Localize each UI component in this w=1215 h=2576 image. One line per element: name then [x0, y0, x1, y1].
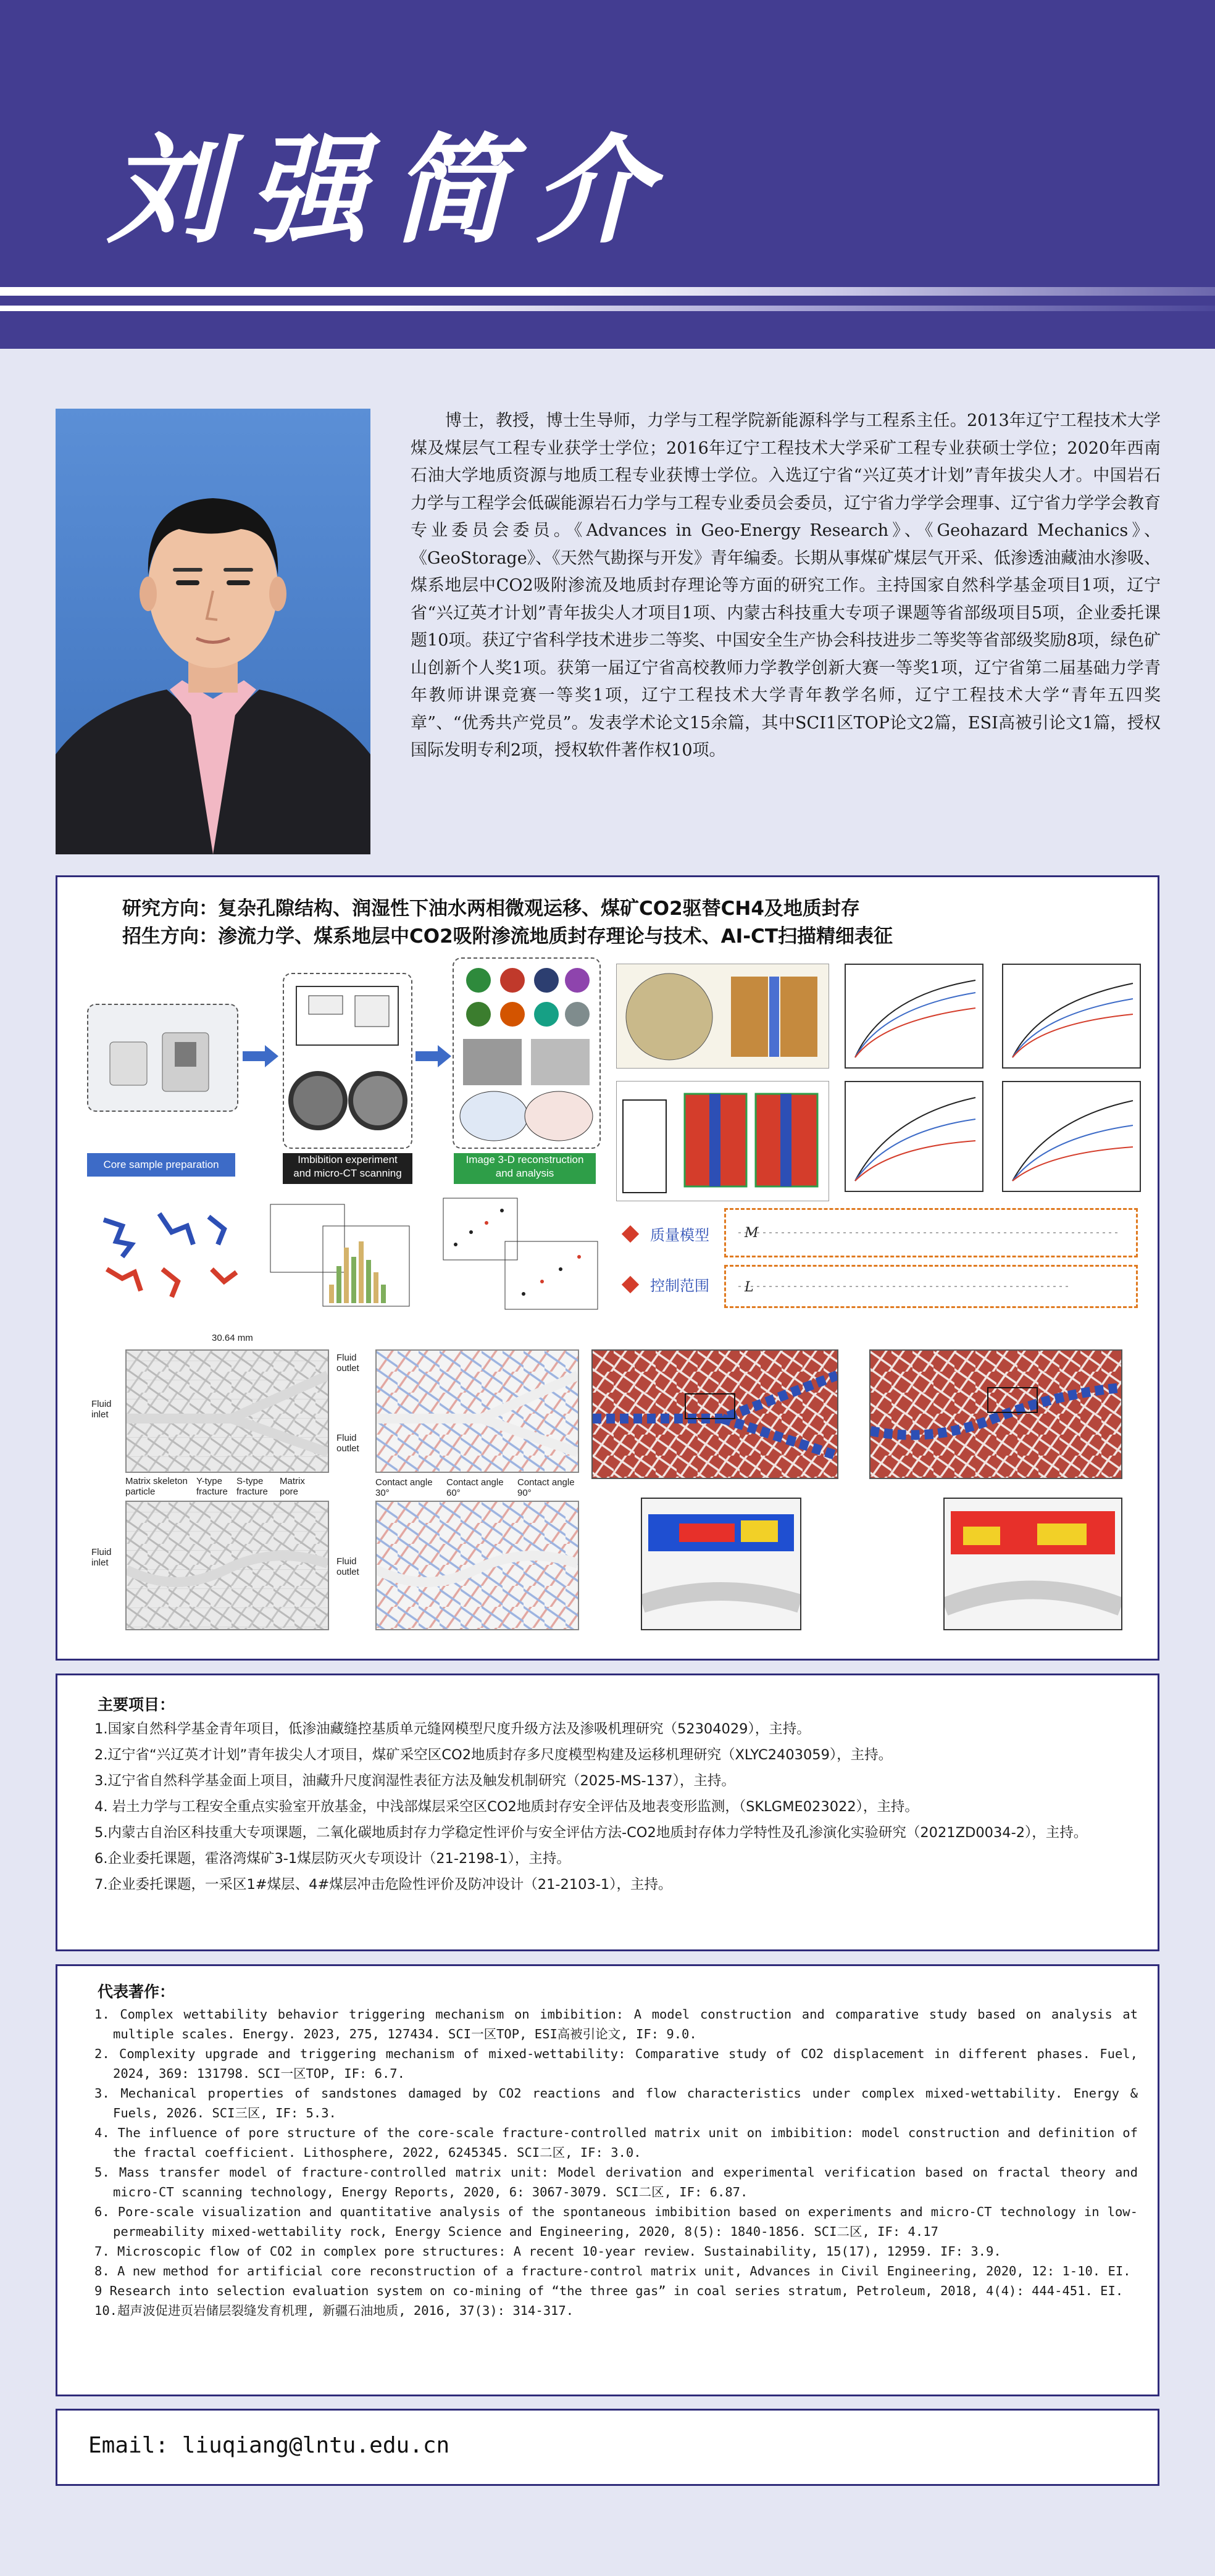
list-item: 5.内蒙古自治区科技重大专项课题，二氧化碳地质封存力学稳定性评价与安全评估方法-CO2地质封存体力学特性及孔渗演化实验研究（2021ZD0034-2），主持。	[94, 1825, 1088, 1841]
histogram-chart	[264, 1198, 412, 1309]
research-panel	[56, 875, 1159, 1661]
diamond-icon	[622, 1225, 639, 1243]
list-item: 3.辽宁省自然科学基金面上项目，油藏升尺度润湿性表征方法及触发机制研究（2025-MS-137），主持。	[94, 1773, 735, 1789]
matrix-pore-label: Matrix pore	[280, 1476, 305, 1497]
research-direction: 研究方向：复杂孔隙结构、润湿性下油水两相微观运移、煤矿CO2驱替CH4及地质封存	[122, 898, 860, 920]
page-title: 刘强简介	[100, 123, 703, 259]
list-item: 6.企业委托课题，霍洛湾煤矿3-1煤层防灭火专项设计（21-2198-1），主持。	[94, 1851, 570, 1867]
s-fracture-mesh	[125, 1501, 329, 1630]
imbibition-curve-chart	[845, 1081, 983, 1192]
header-stripe	[0, 287, 1215, 296]
contact-angle-90-label: Contact angle 90°	[517, 1477, 575, 1498]
fluid-outlet-label: Fluid outlet	[336, 1556, 359, 1577]
list-item: 7.企业委托课题，一采区1#煤层、4#煤层冲击危险性评价及防冲设计（21-2103-1），主持。	[94, 1877, 672, 1893]
email-panel	[56, 2409, 1159, 2486]
fluid-outlet-label: Fluid outlet	[336, 1353, 359, 1373]
caption-imbibition: Imbibition experiment and micro-CT scanning	[283, 1153, 412, 1184]
contact-angle-mesh	[375, 1501, 579, 1630]
bio-paragraph: 博士，教授，博士生导师，力学与工程学院新能源科学与工程系主任。2013年辽宁工程技术大学煤及煤层气工程专业获学士学位；2016年辽宁工程技术大学采矿工程专业获硕士学位；2020年西南石油大学地质资源与地质工程专业获博士学位。入选辽宁省“兴辽英才计划”青年拔尖人才。中国岩石力学与工程学会低碳能源岩石力学与工程专业委员会委员，辽宁省力学学会理事、辽宁省力学学会教育专业委员会委员。《Advances in Geo-Energy Research》、《Geohazard Mechanics》、《GeoStorage》、《天然气勘探与开发》青年编委。长期从事煤矿煤层气开采、低渗透油藏油水渗吸、煤系地层中CO2吸附渗流及地质封存理论等方面的研究工作。主持国家自然科学基金项目1项，辽宁省“兴辽英才计划”青年拔尖人才项目1项、内蒙古科技重大专项子课题等省部级项目5项，企业委托课题10项。获辽宁省科学技术进步二等奖、中国安全生产协会科技进步二等奖等省部级奖励8项，绿色矿山创新个人奖1项。获第一届辽宁省高校教师力学教学创新大赛一等奖1项，辽宁省第二届基础力学青年教师讲课竞赛一等奖1项，辽宁工程技术大学青年教学名师，辽宁工程技术大学“青年五四奖章”、“优秀共产党员”。发表学术论文15余篇，其中SCI1区TOP论文2篇，ESI高被引论文1篇，授权国际发明专利2项，授权软件著作权10项。	[411, 411, 1161, 760]
papers-panel	[56, 1964, 1159, 2396]
list-item: 2.辽宁省“兴辽英才计划”青年拔尖人才项目，煤矿采空区CO2地质封存多尺度模型构建及运移机理研究（XLYC2403059），主持。	[94, 1747, 893, 1763]
projects-heading: 主要项目：	[98, 1696, 175, 1714]
list-item: 8. A new method for artificial core reconstruction of a fracture-control matrix unit, Advances in Civil Engineering, 2020, 12: 1-10. EI.	[94, 2264, 1131, 2278]
pore-network-figure	[91, 1201, 252, 1306]
quality-model-label: 质量模型	[650, 1227, 709, 1244]
width-label: 30.64 mm	[212, 1333, 253, 1343]
s-type-label: S-type fracture	[236, 1476, 268, 1497]
fracture-core-photo	[616, 964, 829, 1069]
contact-angle-30-label: Contact angle 30°	[375, 1477, 433, 1498]
zoom-sim-d	[943, 1498, 1122, 1630]
matrix-skeleton-label: Matrix skeleton particle	[125, 1476, 188, 1497]
fluid-inlet-label: Fluid inlet	[91, 1547, 112, 1568]
imbibition-curve-chart	[845, 964, 983, 1069]
list-item: 10.超声波促进页岩储层裂缝发育机理, 新疆石油地质, 2016, 37(3): 314-317.	[94, 2303, 574, 2318]
caption-reconstruction: Image 3-D reconstruction and analysis	[454, 1153, 596, 1184]
list-item: 2. Complexity upgrade and triggering mechanism of mixed-wettability: Comparative study of CO2 displacement in different phases. Fuel, 2024, 369: 131798. SCI一区TOP, IF: 6.7.	[94, 2046, 1138, 2081]
list-item: 4. The influence of pore structure of the core-scale fracture-controlled matrix unit on imbibition: model construction and definition of the fractal coefficient. Lithosphere, 2022, 6245345. SCI二区, IF: 3.0.	[94, 2125, 1138, 2160]
imbibition-curve-chart	[1002, 1081, 1141, 1192]
list-item: 7. Microscopic flow of CO2 in complex pore structures: A recent 10-year review. Sustainability, 15(17), 12959. IF: 3.9.	[94, 2244, 1001, 2259]
list-item: 1. Complex wettability behavior triggering mechanism on imbibition: A model construction and comparative study based on analysis at multiple scales. Energy. 2023, 275, 127434. SCI一区TOP, ESI高被引论文, IF: 9.0.	[94, 2007, 1138, 2041]
enrollment-direction: 招生方向：渗流力学、煤系地层中CO2吸附渗流地质封存理论与技术、AI-CT扫描精细表征	[122, 925, 893, 948]
papers-list	[94, 2004, 1138, 2320]
arrow-icon	[243, 1044, 278, 1069]
list-item: 5. Mass transfer model of fracture-controlled matrix unit: Model derivation and experimental verification based on fractal theory and micro-CT scanning technology, Energy Reports, 2020, 6: 3067-3079. SCI二区, IF: 6.87.	[94, 2165, 1138, 2199]
list-item: 1.国家自然科学基金青年项目，低渗油藏缝控基质单元缝网模型尺度升级方法及渗吸机理研究（52304029），主持。	[94, 1721, 811, 1737]
control-range-label: 控制范围	[650, 1277, 709, 1294]
list-item: 6. Pore-scale visualization and quantitative analysis of the spontaneous imbibition based on experiments and micro-CT technology in low-permeability mixed-wettability rock, Energy Science and Engineering, 2020, 8(5): 1840-1856. SCI二区, IF: 4.17	[94, 2204, 1138, 2239]
arrow-icon	[415, 1044, 451, 1069]
zoom-sim-c	[641, 1498, 801, 1630]
portrait-photo	[56, 409, 370, 854]
core-sample-photo	[87, 1004, 238, 1112]
projects-panel	[56, 1674, 1159, 1951]
reconstruction-figure	[453, 957, 601, 1149]
displacement-sim-b	[869, 1349, 1122, 1479]
contact-angle-60-label: Contact angle 60°	[446, 1477, 504, 1498]
diamond-icon	[622, 1276, 639, 1293]
list-item: 3. Mechanical properties of sandstones damaged by CO2 reactions and flow characteristics under complex mixed-wettability. Energy & Fuels, 2026. SCI三区, IF: 5.3.	[94, 2086, 1138, 2120]
y-fracture-mesh	[125, 1349, 329, 1473]
fluid-outlet-label: Fluid outlet	[336, 1433, 359, 1454]
model-diagram	[616, 1081, 829, 1201]
projects-list	[94, 1716, 1138, 1898]
scatter-chart	[437, 1195, 601, 1312]
imbibition-apparatus	[283, 973, 412, 1149]
quality-formula-box	[724, 1208, 1138, 1257]
caption-core-sample: Core sample preparation	[87, 1153, 235, 1177]
email-text[interactable]: Email: liuqiang@lntu.edu.cn	[88, 2433, 450, 2458]
header-stripe	[0, 306, 1215, 311]
list-item: 4. 岩土力学与工程安全重点实验室开放基金，中浅部煤层采空区CO2地质封存安全评估及地表变形监测，（SKLGME023022），主持。	[94, 1799, 919, 1815]
displacement-sim-a	[591, 1349, 838, 1479]
contact-angle-mesh	[375, 1349, 579, 1473]
imbibition-curve-chart	[1002, 964, 1141, 1069]
fluid-inlet-label: Fluid inlet	[91, 1399, 112, 1420]
papers-heading: 代表著作：	[98, 1983, 175, 2001]
svg-text:M: M	[745, 1225, 759, 1241]
svg-text:L: L	[745, 1280, 754, 1295]
control-formula-box	[724, 1265, 1138, 1308]
header-banner	[0, 0, 1215, 349]
list-item: 9 Research into selection evaluation system on co-mining of “the three gas” in coal series stratum, Petroleum, 2018, 4(4): 444-451. EI.	[94, 2283, 1124, 2298]
y-type-label: Y-type fracture	[196, 1476, 228, 1497]
